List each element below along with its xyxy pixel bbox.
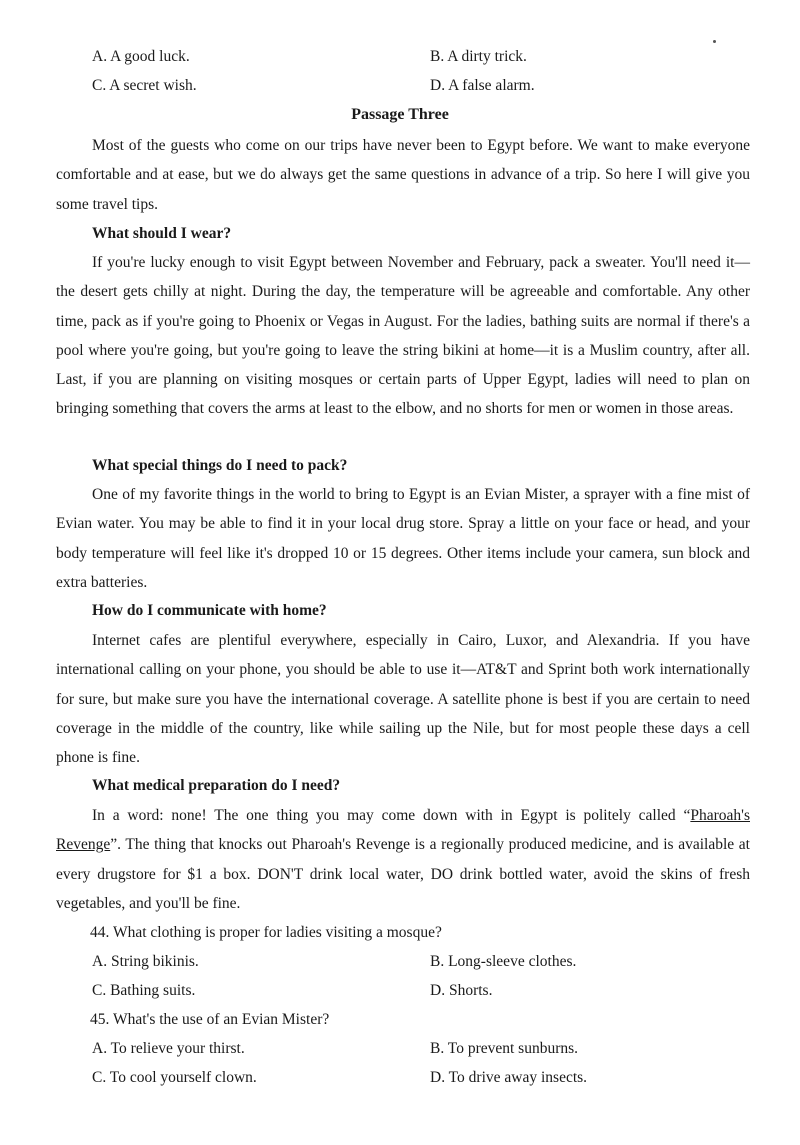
prev-options-row-2	[92, 77, 752, 101]
medical-text-before: In a word: none! The one thing you may come down with in Egypt is politely called “	[92, 807, 691, 824]
option-c[interactable]: C. A secret wish.	[92, 77, 197, 94]
q44-option-c[interactable]: C. Bathing suits.	[92, 982, 196, 999]
intro-paragraph	[56, 131, 750, 219]
option-d[interactable]: D. A false alarm.	[430, 77, 535, 94]
q44-options-row-2	[92, 982, 752, 1006]
section-text-pack-body: One of my favorite things in the world to bring to Egypt is an Evian Mister, a sprayer with a fine mist of Evian water. You may be able to find it in your local drug store. Spray a little on your face or head, and your body temperature will feel like it's dropped 10 or 15 degrees. Other items include your camera, sun block and extra batteries.	[56, 486, 750, 591]
option-a[interactable]: A. A good luck.	[92, 48, 190, 65]
q45-options-row-2	[92, 1069, 752, 1093]
passage-title: Passage Three	[351, 106, 449, 123]
medical-text-after: ”. The thing that knocks out Pharoah's Revenge is a regionally produced medicine, and is available at every drugstore for $1 a box. DON'T drink local water, DO drink bottled water, avoid the skins of fresh vegetables, and you'll be fine.	[56, 836, 750, 912]
q44-options-row-1	[92, 953, 752, 977]
section-text-communicate-body: Internet cafes are plentiful everywhere, especially in Cairo, Luxor, and Alexandria. If you have international calling on your phone, you should be able to use it—AT&T and Sprint both work internationally for sure, but make sure you have the international coverage. A satellite phone is best if you are certain to need coverage in the middle of the country, like while sailing up the Nile, but for most people these days a cell phone is fine.	[56, 632, 750, 767]
q45-option-d[interactable]: D. To drive away insects.	[430, 1069, 588, 1086]
intro-text: Most of the guests who come on our trips have never been to Egypt before. We want to make everyone comfortable and at ease, but we do always get the same questions in advance of a trip. So here I will give you some travel tips.	[56, 137, 750, 213]
prev-options-row-1	[92, 48, 752, 72]
q45-option-a[interactable]: A. To relieve your thirst.	[92, 1040, 245, 1057]
q44-option-d[interactable]: D. Shorts.	[430, 982, 493, 999]
q44-option-a[interactable]: A. String bikinis.	[92, 953, 199, 970]
q44-option-b[interactable]: B. Long-sleeve clothes.	[430, 953, 577, 970]
section-heading-wear: What should I wear?	[92, 225, 232, 242]
q45-options-row-1	[92, 1040, 752, 1064]
section-text-medical	[56, 801, 750, 918]
question-45-stem: 45. What's the use of an Evian Mister?	[90, 1011, 330, 1028]
section-text-communicate	[56, 626, 750, 772]
q45-option-b[interactable]: B. To prevent sunburns.	[430, 1040, 579, 1057]
section-text-wear-body: If you're lucky enough to visit Egypt between November and February, pack a sweater. You'll need it—the desert gets chilly at night. During the day, the temperature will be agreeable and comfortable. Any other time, pack as if you're going to Phoenix or Vegas in August. For the ladies, bathing suits are normal if there's a pool where you're going, but you're going to leave the string bikini at home—it is a Muslim country, after all. Last, if you are planning on visiting mosques or certain parts of Upper Egypt, ladies will need to plan on bringing something that covers the arms at least to the elbow, and no shorts for men or women in those areas.	[56, 254, 750, 418]
question-44-stem: 44. What clothing is proper for ladies visiting a mosque?	[90, 924, 442, 941]
section-heading-medical: What medical preparation do I need?	[92, 777, 341, 794]
section-text-pack	[56, 480, 750, 597]
section-heading-communicate: How do I communicate with home?	[92, 602, 327, 619]
scan-mark	[713, 40, 716, 43]
underlined-term: Pharoah's Revenge	[56, 807, 750, 854]
section-heading-pack: What special things do I need to pack?	[92, 457, 348, 474]
q45-option-c[interactable]: C. To cool yourself clown.	[92, 1069, 257, 1086]
option-b[interactable]: B. A dirty trick.	[430, 48, 527, 65]
section-text-wear	[56, 248, 750, 424]
